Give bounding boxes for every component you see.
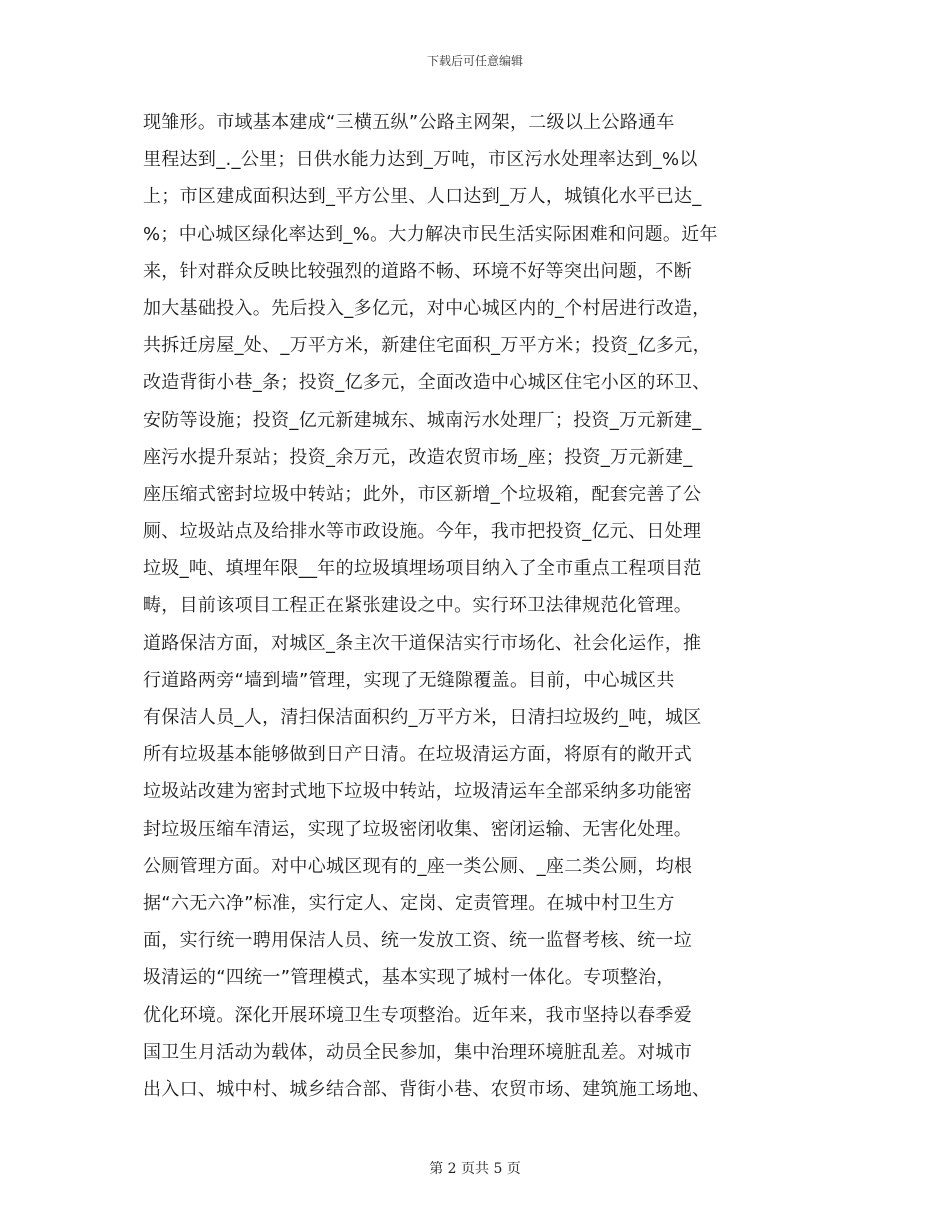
text-line: 面，实行统一聘用保洁人员、统一发放工资、统一监督考核、统一垃 xyxy=(143,930,692,952)
text-line: 出入口、城中村、城乡结合部、背街小巷、农贸市场、建筑施工场地、 xyxy=(143,1078,711,1100)
text-line: 封垃圾压缩车清运，实现了垃圾密闭收集、密闭运输、无害化处理。 xyxy=(143,818,692,840)
text-line: 国卫生月活动为载体，动员全民参加，集中治理环境脏乱差。对城市 xyxy=(143,1041,692,1063)
text-line: 垃圾站改建为密封式地下垃圾中转站，垃圾清运车全部采纳多功能密 xyxy=(143,781,692,803)
text-line: 里程达到_._公里；日供水能力达到_万吨，市区污水处理率达到_%以 xyxy=(143,149,698,171)
text-line: 公厕管理方面。对中心城区现有的_座一类公厕、_座二类公厕，均根 xyxy=(143,855,693,877)
text-line: 行道路两旁“墙到墙”管理，实现了无缝隙覆盖。目前，中心城区共 xyxy=(143,669,675,691)
text-line: 畴，目前该项目工程正在紧张建设之中。实行环卫法律规范化管理。 xyxy=(143,595,692,617)
text-line: 据“六无六净”标准，实行定人、定岗、定责管理。在城中村卫生方 xyxy=(143,892,675,914)
body-text xyxy=(143,104,813,1108)
text-line: 加大基础投入。先后投入_多亿元，对中心城区内的_个村居进行改造， xyxy=(143,297,711,319)
text-line: 垃圾_吨、填埋年限__年的垃圾填埋场项目纳入了全市重点工程项目范 xyxy=(143,558,702,580)
text-line: 有保洁人员_人，清扫保洁面积约_万平方米，日清扫垃圾约_吨，城区 xyxy=(143,707,702,728)
page-footer: 第 2 页共 5 页 xyxy=(429,1161,521,1177)
text-line: 厕、垃圾站点及给排水等市政设施。今年，我市把投资_亿元、日处理 xyxy=(143,521,702,543)
text-line: 现雏形。市域基本建成“三横五纵”公路主网架，二级以上公路通车 xyxy=(143,112,675,133)
text-line: 圾清运的“四统一”管理模式，基本实现了城村一体化。专项整治， xyxy=(143,967,675,989)
page-header: 下载后可任意编辑 xyxy=(426,54,523,68)
text-line: 道路保洁方面，对城区_条主次干道保洁实行市场化、社会化运作，推 xyxy=(143,632,702,654)
text-line: %；中心城区绿化率达到_%。大力解决市民生活实际困难和问题。近年 xyxy=(143,223,718,245)
text-line: 所有垃圾基本能够做到日产日清。在垃圾清运方面，将原有的敞开式 xyxy=(143,744,692,766)
text-line: 安防等设施；投资_亿元新建城东、城南污水处理厂；投资_万元新建_ xyxy=(143,409,702,431)
text-line: 上；市区建成面积达到_平方公里、人口达到_万人，城镇化水平已达_ xyxy=(143,186,702,208)
text-line: 共拆迁房屋_处、_万平方米，新建住宅面积_万平方米；投资_亿多元， xyxy=(143,335,711,357)
text-line: 座污水提升泵站；投资_余万元，改造农贸市场_座；投资_万元新建_ xyxy=(143,446,693,468)
text-line: 改造背街小巷_条；投资_亿多元，全面改造中心城区住宅小区的环卫、 xyxy=(143,372,711,394)
text-line: 来，针对群众反映比较强烈的道路不畅、环境不好等突出问题，不断 xyxy=(143,260,692,282)
text-line: 优化环境。深化开展环境卫生专项整治。近年来，我市坚持以春季爱 xyxy=(143,1004,692,1026)
text-line: 座压缩式密封垃圾中转站；此外，市区新增_个垃圾箱，配套完善了公 xyxy=(143,483,702,505)
